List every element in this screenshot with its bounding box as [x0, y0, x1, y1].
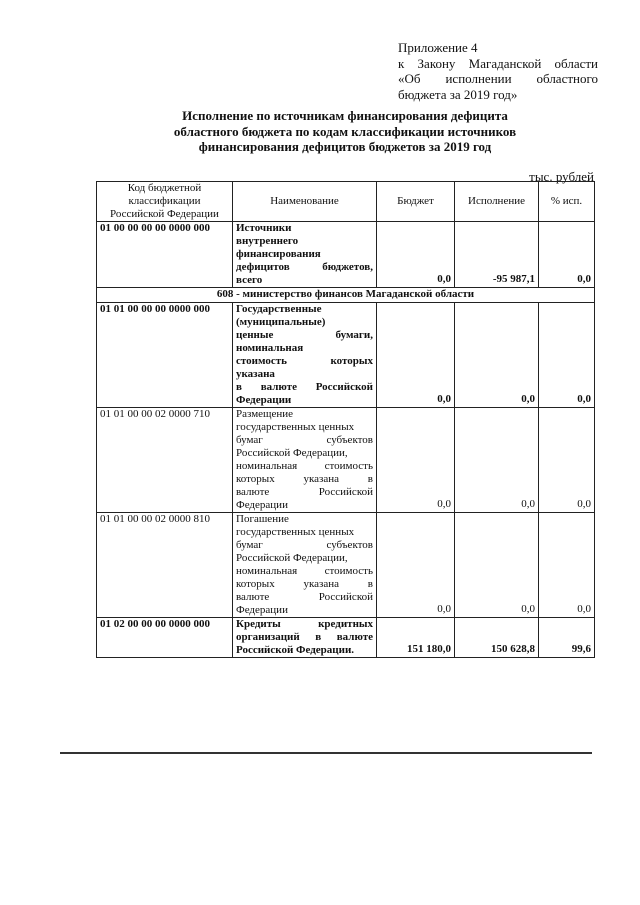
header-code-line: классификации	[128, 195, 201, 207]
section-title: 608 - министерство финансов Магаданской области	[97, 288, 595, 303]
row-name-line: указана	[236, 368, 275, 380]
row-name-line: Источники	[236, 222, 292, 234]
row-name-line: Федерации	[236, 604, 288, 616]
row-name-line: номинальная стоимость	[236, 460, 373, 472]
title-line: финансирования дефицитов бюджетов за 2019 год	[198, 139, 492, 154]
row-name-line: (муниципальные)	[236, 316, 326, 328]
row-name-line: стоимость которых	[236, 355, 373, 367]
row-code: 01 02 00 00 00 0000 000	[97, 618, 233, 658]
row-name-line: валюте Российской	[236, 591, 373, 603]
row-name-line: Размещение	[236, 408, 294, 420]
row-name-line: бумаг субъектов	[236, 434, 373, 446]
row-code: 01 01 00 00 02 0000 710	[97, 408, 233, 513]
row-code: 01 00 00 00 00 0000 000	[97, 222, 233, 288]
row-name-line: Погашение	[236, 513, 289, 525]
row-name-line: финансирования	[236, 248, 321, 260]
document-title	[120, 108, 570, 155]
row-percent: 0,0	[539, 513, 595, 618]
appendix-line: к Закону Магаданской области	[398, 55, 598, 71]
row-code: 01 01 00 00 02 0000 810	[97, 513, 233, 618]
table-row	[97, 408, 595, 513]
row-name-line: бумаг субъектов	[236, 539, 373, 551]
footer-divider	[60, 752, 592, 754]
row-name-line: которых указана в	[236, 578, 373, 590]
appendix-line: «Об исполнении областного	[398, 71, 598, 86]
title-line: областного бюджета по кодам классификации источников	[173, 123, 517, 139]
title-line: Исполнение по источникам финансирования дефицита	[182, 108, 508, 123]
row-budget: 151 180,0	[377, 618, 455, 658]
row-budget: 0,0	[377, 513, 455, 618]
row-execution: 150 628,8	[455, 618, 539, 658]
header-code-line: Код бюджетной	[127, 182, 202, 194]
row-name-line: которых указана в	[236, 473, 373, 485]
sources-table	[96, 181, 595, 658]
row-execution: -95 987,1	[455, 222, 539, 288]
row-percent: 99,6	[539, 618, 595, 658]
header-execution: Исполнение	[455, 182, 539, 222]
row-name-line: в валюте Российской	[236, 381, 373, 393]
table-row	[97, 513, 595, 618]
header-code-line: Российской Федерации	[110, 208, 219, 220]
table-row	[97, 618, 595, 658]
row-name-line: Кредиты кредитных	[236, 618, 373, 630]
unit-label: тыс. рублей	[529, 169, 594, 184]
section-row	[97, 288, 595, 303]
row-name	[233, 513, 377, 618]
row-execution: 0,0	[455, 303, 539, 408]
row-execution: 0,0	[455, 408, 539, 513]
table-row	[97, 303, 595, 408]
appendix-note	[398, 40, 598, 102]
table-header-row	[97, 182, 595, 222]
header-budget: Бюджет	[377, 182, 455, 222]
row-name	[233, 618, 377, 658]
row-budget: 0,0	[377, 303, 455, 408]
row-name-line: дефицитов бюджетов,	[236, 261, 373, 273]
row-name-line: государственных ценных	[236, 421, 355, 433]
row-percent: 0,0	[539, 408, 595, 513]
row-name-line: номинальная стоимость	[236, 565, 373, 577]
row-name-line: Российской Федерации.	[236, 644, 355, 656]
header-name: Наименование	[233, 182, 377, 222]
row-name-line: государственных ценных	[236, 526, 355, 538]
row-percent: 0,0	[539, 222, 595, 288]
row-name-line: Федерации	[236, 499, 288, 511]
row-code: 01 01 00 00 00 0000 000	[97, 303, 233, 408]
row-name	[233, 303, 377, 408]
row-name	[233, 222, 377, 288]
row-name-line: Государственные	[236, 303, 322, 315]
header-percent: % исп.	[539, 182, 595, 222]
row-percent: 0,0	[539, 303, 595, 408]
appendix-line: бюджета за 2019 год»	[398, 86, 518, 102]
row-name-line: организаций в валюте	[236, 631, 373, 643]
row-name-line: Российской Федерации,	[236, 552, 348, 564]
row-name-line: внутреннего	[236, 235, 299, 247]
appendix-line: Приложение 4	[398, 40, 478, 55]
row-name	[233, 408, 377, 513]
row-name-line: Федерации	[236, 394, 292, 406]
row-budget: 0,0	[377, 408, 455, 513]
row-budget: 0,0	[377, 222, 455, 288]
row-name-line: ценные бумаги,	[236, 329, 373, 341]
row-name-line: номинальная	[236, 342, 304, 354]
row-name-line: всего	[236, 274, 263, 286]
row-name-line: Российской Федерации,	[236, 447, 348, 459]
row-name-line: валюте Российской	[236, 486, 373, 498]
header-code	[97, 182, 233, 222]
row-execution: 0,0	[455, 513, 539, 618]
table-row	[97, 222, 595, 288]
